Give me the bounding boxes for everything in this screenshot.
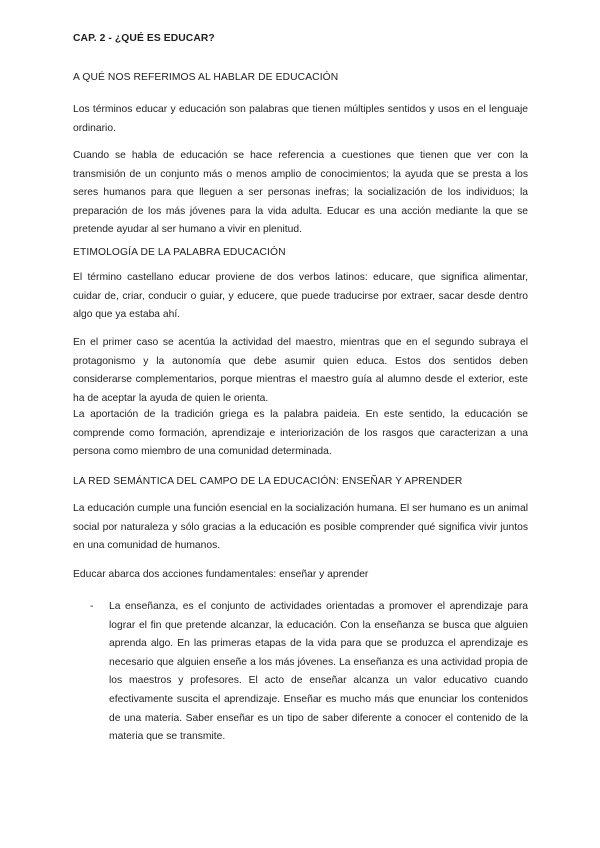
section-heading-etymology: ETIMOLOGÍA DE LA PALABRA EDUCACIÓN xyxy=(73,247,286,258)
paragraph: Los términos educar y educación son palabras que tienen múltiples sentidos y usos en el lenguaje ordinario. xyxy=(73,104,528,134)
list-item: La enseñanza, es el conjunto de actividades orientadas a promover el aprendizaje para lograr el fin que pretende alcanzar, la educación. Con la enseñanza se busca que alguien aprenda algo. En las primeras etapas de la vida para que se produzca el aprendizaje es necesario que alguien enseñe a los más jóvenes. La enseñanza es una actividad propia de los maestros y profesores. El acto de enseñar alcanza un valor educativo cuando efectivamente suscita el aprendizaje. Enseñar es mucho más que enunciar los contenidos de una materia. Saber enseñar es un tipo de saber diferente a conocer el contenido de la materia que se transmite. xyxy=(109,601,528,743)
chapter-title: CAP. 2 - ¿QUÉ ES EDUCAR? xyxy=(73,33,215,44)
list-bullet: - xyxy=(90,601,94,612)
section-heading-semantic-network: LA RED SEMÁNTICA DEL CAMPO DE LA EDUCACIÓN: ENSEÑAR Y APRENDER xyxy=(73,476,463,487)
section-heading-definition: A QUÉ NOS REFERIMOS AL HABLAR DE EDUCACIÓN xyxy=(73,72,339,83)
paragraph: La aportación de la tradición griega es la palabra paideia. En este sentido, la educación se comprende como formación, aprendizaje e interiorización de los rasgos que caracterizan a una persona como miembro de una comunidad determinada. xyxy=(73,409,528,458)
paragraph: Cuando se habla de educación se hace referencia a cuestiones que tienen que ver con la transmisión de un conjunto más o menos amplio de conocimientos; la ayuda que se presta a los seres humanos para que lleguen a ser personas inefras; la socialización de los individuos; la preparación de los más jóvenes para la vida adulta. Educar es una acción mediante la que se pretende ayudar al ser humano a vivir en plenitud. xyxy=(73,150,528,236)
paragraph: En el primer caso se acentúa la actividad del maestro, mientras que en el segundo subraya el protagonismo y la autonomía que debe asumir quien educa. Estos dos sentidos deben considerarse complementarios, porque mientras el maestro guía al alumno desde el exterior, este ha de aceptar la ayuda de quien le orienta. xyxy=(73,337,528,404)
paragraph: El término castellano educar proviene de dos verbos latinos: educare, que significa alimentar, cuidar de, criar, conducir o guiar, y educere, que puede traducirse por extraer, sacar desde dentro algo que ya estaba ahí. xyxy=(73,272,528,321)
paragraph: Educar abarca dos acciones fundamentales: enseñar y aprender xyxy=(73,569,369,580)
paragraph: La educación cumple una función esencial en la socialización humana. El ser humano es un animal social por naturaleza y sólo gracias a la educación es posible comprender qué significa vivir juntos en una comunidad de humanos. xyxy=(73,503,528,552)
